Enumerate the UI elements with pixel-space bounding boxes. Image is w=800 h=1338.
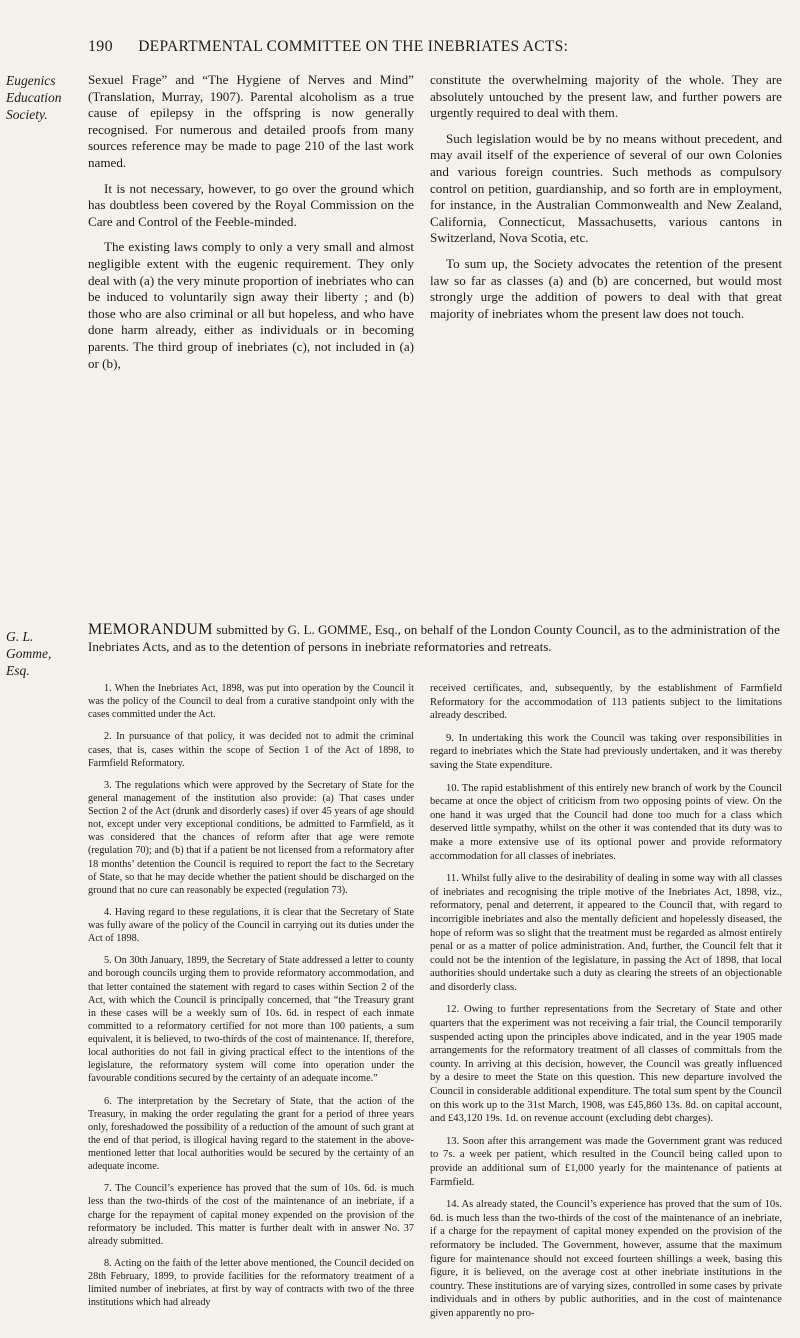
sidenote-line: Esq. (6, 663, 30, 678)
page-header (88, 38, 788, 56)
memorandum-heading (88, 622, 788, 655)
paragraph: To sum up, the Society advocates the retention of the present law so far as classes (a) and (b) are concerned, but would most strongly urge the addition of powers to deal with that great majority of inebriates whom the present law does not touch. (430, 255, 782, 321)
paragraph: 13. Soon after this arrangement was made the Government grant was reduced to 7s. a week per patient, which resulted in the Council being called upon to provide an additional sum of £1,000 yearly for the maintenance of patients at Farmfield. (430, 1135, 782, 1188)
paragraph: 2. In pursuance of that policy, it was decided not to admit the criminal cases, that is, cases within the scope of Section 1 of the Act of 1898, to Farmfield Reformatory. (88, 731, 414, 769)
paragraph: 12. Owing to further representations from the Secretary of State and other quarters that the experiment was not receiving a fair trial, the Council temporarily suspended acting upon the principles above indicated, and in the year 1905 made arrangements for the reformatory treatment of all classes of committals from the county. In arriving at this decision, however, the Council was greatly influenced by a desire to meet the State on this question. This new departure involved the Council in considerable additional expenditure. The total sum spent by the Council on this work up to the 31st March, 1908, was £45,860 13s. 8d. on capital account, and £43,120 19s. 1d. on revenue account (excluding debt charges). (430, 1004, 782, 1125)
paragraph: The existing laws comply to only a very small and almost negligible extent with the eugenic requirement. They only deal with (a) the very minute proportion of inebriates who can be induced to voluntarily sign away their liberty ; and (b) those who are also criminal or all but hopeless, and who have done harm already, either as individuals or in becoming parents. The third group of inebriates (c), not included in (a) or (b), (88, 239, 414, 371)
paragraph: Such legislation would be by no means without precedent, and may avail itself of the experience of several of our own Colonies and various foreign countries. Such methods as compulsory control on petition, guardianship, and so forth are in employment, for instance, in the Australian Commonwealth and New Zealand, California, Connecticut, Massachusetts, various cantons in Switzerland, Nova Scotia, etc. (430, 130, 782, 246)
sidenote-line: Society. (6, 107, 48, 122)
sidenote-gomme (6, 628, 51, 679)
running-title: DEPARTMENTAL COMMITTEE ON THE INEBRIATES ACTS: (138, 38, 569, 55)
page-number: 190 (88, 38, 113, 55)
paragraph: 5. On 30th January, 1899, the Secretary of State addressed a letter to county and borough councils urging them to provide reformatory accommodation, and that letter contained the statement with regard to cases within Section 2 of the Act, with which the Council is principally concerned, that “the Treasury grant in these cases will be a weekly sum of 10s. 6d. in respect of each inmate committed to a reformatory certified for not more than 100 patients, a sum equivalent, it is believed, to two-thirds of the cost of maintenance. If, therefore, local authorities do not fail in giving practical effect to the intentions of the legislature, the reformatory system will come into operation under the favourable conditions secured by the certainty of an adequate income.” (88, 955, 414, 1085)
paragraph: Sexuel Frage” and “The Hygiene of Nerves and Mind” (Translation, Murray, 1907). Parental alcoholism as a true cause of epilepsy in the offspring is now generally recognised. For numerous and detailed proofs from many sources reference may be made to page 210 of the last work named. (88, 72, 414, 170)
memo-text: submitted by G. L. GOMME, Esq., on behalf of the London County Council, as to the administration of the Inebriates Acts, and as to the detention of persons in inebriate reformatories and retreats. (88, 622, 780, 654)
paragraph: 9. In undertaking this work the Council was taking over responsibilities in regard to inebriates which the State had previously undertaken, and it was thereby saving the State expenditure. (430, 732, 782, 771)
sidenote-line: Eugenics (6, 73, 56, 88)
top-left-column (88, 72, 414, 381)
paragraph: 14. As already stated, the Council’s experience has proved that the sum of 10s. 6d. is much less than the two-thirds of the cost of the maintenance of an inebriate, if a charge for the repayment of capital money expended on the provision of the reformatory be included. The Government, however, assume that the maximum figure for maintenance should not exceed fourteen shillings a week, basing this figure, it is believed, on the average cost at other inebriate institutions in the country. These institutions are of varying sizes, controlled in some cases by private individuals and in others by public authorities, and in the cost of maintenance given apparently no pro- (430, 1199, 782, 1319)
top-right-column (430, 72, 782, 331)
paragraph: 3. The regulations which were approved by the Secretary of State for the general management of the institution also provide: (a) That cases under Section 2 of the Act (drunk and disorderly cases) if over 45 years of age should not, except under very exceptional conditions, be admitted to Farmfield, as it was considered that the chances of reform after that age were remote (regulation 70); and (b) that if a patient be not licensed from a reformatory after 18 months’ detention the Council is required to report the fact to the Secretary of State, so that he may decide whether the patient should be discharged on the ground that no cure can reasonably be expected (regulation 73). (88, 779, 414, 896)
paragraph: 4. Having regard to these regulations, it is clear that the Secretary of State was fully aware of the policy of the Council in carrying out its duties under the Act of 1898. (88, 906, 414, 945)
sidenote-line: Gomme, (6, 646, 52, 661)
memo-title: MEMORANDUM (88, 621, 213, 638)
sidenote-line: G. L. (6, 629, 34, 644)
sidenote-eugenics (6, 72, 62, 123)
paragraph: 6. The interpretation by the Secretary of State, that the action of the Treasury, in making the order regulating the grant for a period of three years only, foreshadowed the possibility of a reduction of the amount of such grant at the end of that period, is illogical having regard to the statement in the above-mentioned letter that local authorities would be secured by the certainty of an adequate income. (88, 1095, 414, 1173)
paragraph: 11. Whilst fully alive to the desirability of dealing in some way with all classes of inebriates and recognising the triple motive of the Inebriates Act, 1898, viz., reformatory, penal and deterrent, it appeared to the Council that, with regard to incorrigible inebriates and also the mentally deficient and hopelessly diseased, the hope of reform was so slight that the treatment must be regarded as almost entirely penal or as a matter of police administration. And, further, the Council felt that it could not be the intention of the legislature, in passing the Act of 1898, that local authorities should undertake such a duty as clearing the streets of an objectionable and disorderly class. (430, 873, 782, 993)
sidenote-line: Education (6, 90, 62, 105)
paragraph: It is not necessary, however, to go over the ground which has doubtless been covered by the Royal Commission on the Care and Control of the Feeble-minded. (88, 180, 414, 229)
paragraph: 7. The Council’s experience has proved that the sum of 10s. 6d. is much less than the two-thirds of the cost of the maintenance of an inebriate, if a charge for the repayment of capital money expended on the provision of the reformatory be included. This matter is further dealt with in answer No. 37 already submitted. (88, 1183, 414, 1247)
paragraph: constitute the overwhelming majority of the whole. They are absolutely untouched by the present law, and further powers are urgently required to deal with them. (430, 72, 782, 121)
paragraph: 10. The rapid establishment of this entirely new branch of work by the Council became at once the object of criticism from two opposing points of view. On the one hand it was urged that the Council had done too much for a class which deserved little sympathy, whilst on the other it was contended that its duty was to make a more extensive use of its optional power and provide reformatory accommodation for all classes of inebriates. (430, 782, 782, 862)
paragraph: 8. Acting on the faith of the letter above mentioned, the Council decided on 28th February, 1899, to provide facilities for the reformatory treatment of a limited number of inebriates, at first by way of contracts with two of the three institutions which had already (88, 1257, 414, 1309)
paragraph: received certificates, and, subsequently, by the establishment of Farmfield Reformatory for the accommodation of 113 patients subject to the limitations already described. (430, 683, 782, 722)
body-left-column (88, 682, 414, 1318)
body-right-column (430, 682, 782, 1330)
paragraph: 1. When the Inebriates Act, 1898, was put into operation by the Council it was the policy of the Council to deal from a curative standpoint only with the cases committed under the Act. (88, 683, 414, 721)
